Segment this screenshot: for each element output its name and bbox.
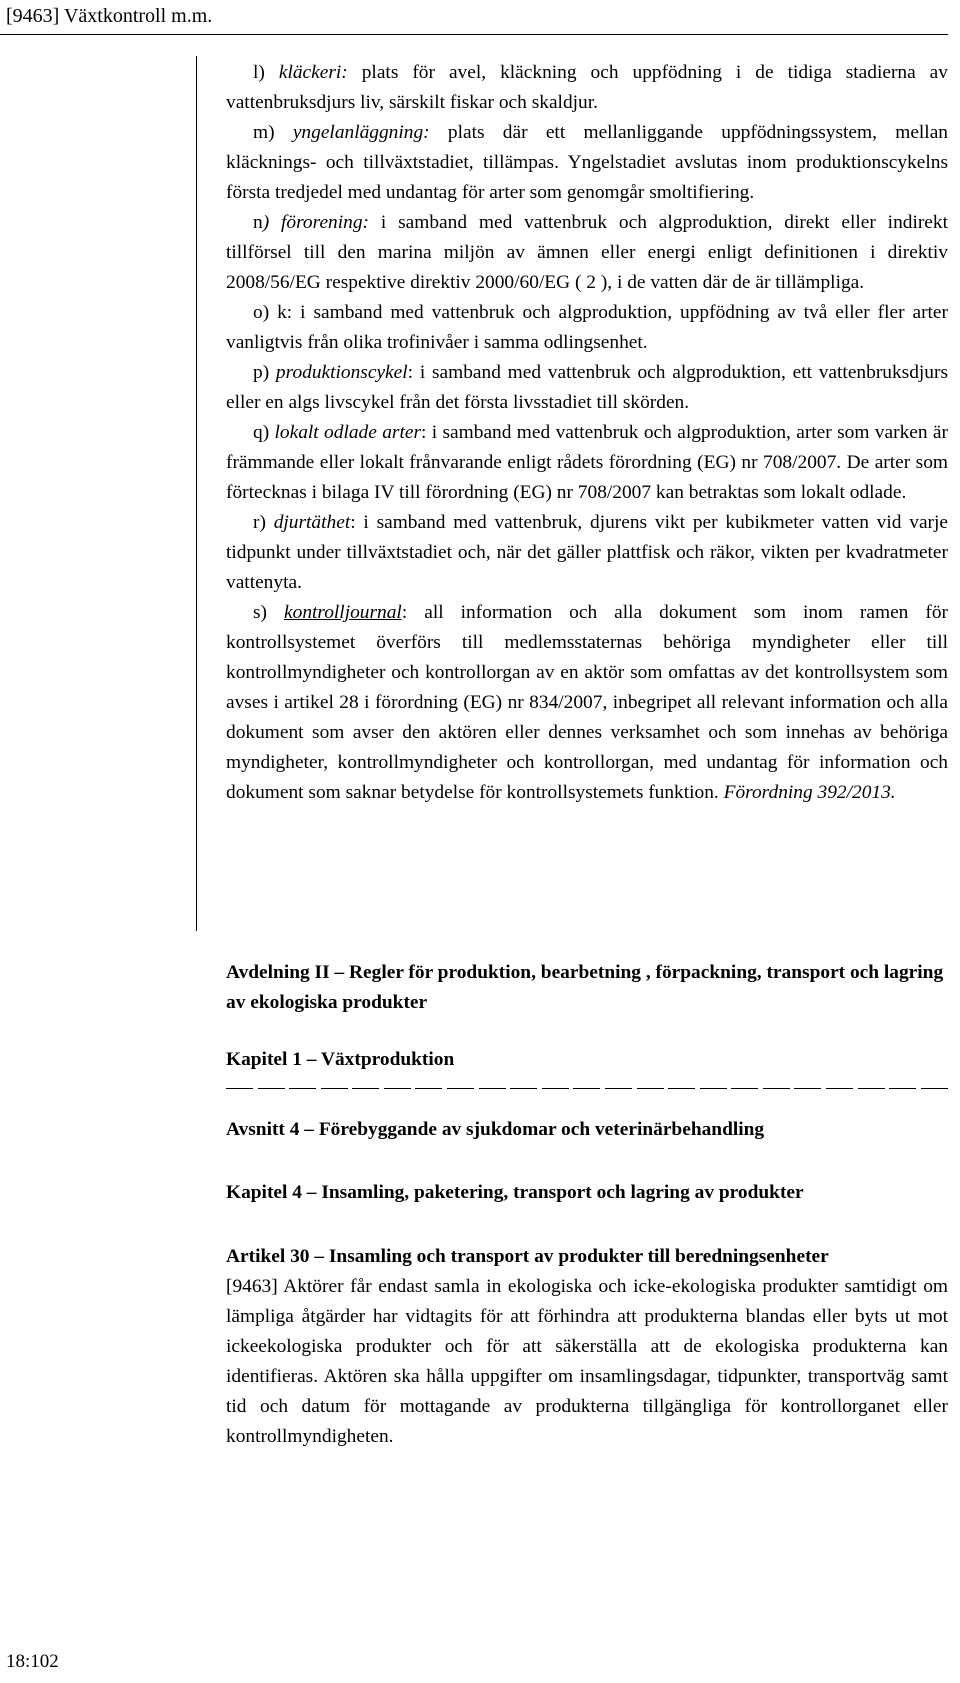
dash bbox=[731, 1088, 758, 1089]
dash bbox=[794, 1088, 821, 1089]
dash bbox=[258, 1088, 285, 1089]
definition-text: : i samband med vattenbruk och algproduktion, arter som varken är främmande eller lokalt frånvarande enligt rådets förordning (EG) nr 708/2007. De arter som förtecknas i bilaga IV till förordning (EG) nr 708/2007 kan betraktas som lokalt odlade. bbox=[226, 422, 948, 503]
definition-term: djurtäthet bbox=[273, 512, 351, 533]
dash bbox=[384, 1088, 411, 1089]
artikel30-heading: Artikel 30 – Insamling och transport av produkter till beredningsenheter bbox=[226, 1246, 829, 1267]
definition-label: s) bbox=[253, 602, 285, 623]
omission-dashes bbox=[226, 1078, 948, 1100]
dash bbox=[668, 1088, 695, 1089]
definition-term: ) förorening: bbox=[262, 212, 369, 233]
definition-term: produktionscykel bbox=[275, 362, 408, 383]
page-number: 18:102 bbox=[6, 1651, 59, 1672]
dash bbox=[447, 1088, 474, 1089]
avsnitt4-heading: Avsnitt 4 – Förebyggande av sjukdomar och veterinärbehandling bbox=[226, 1119, 765, 1140]
avdelning-heading: Avdelning II – Regler för produktion, bearbetning , förpackning, transport och lagring av ekologiska produkter bbox=[226, 962, 944, 1013]
definition-m bbox=[226, 118, 948, 208]
definition-text: plats där ett mellanliggande uppfödningssystem, mellan kläcknings- och tillväxtstadiet, tillämpas. Yngelstadiet avslutas inom produktionscykelns första tredjedel med undantag för arter som genomgår smoltifiering. bbox=[226, 122, 948, 203]
avdelning-heading-block bbox=[226, 958, 948, 1018]
definition-text: i samband med vattenbruk och algproduktion, uppfödning av två eller fler arter vanligtvis från olika trofinivåer i samma odlingsenhet. bbox=[226, 302, 948, 353]
dash bbox=[826, 1088, 853, 1089]
kapitel1-heading: Kapitel 1 – Växtproduktion bbox=[226, 1049, 455, 1070]
dash bbox=[700, 1088, 727, 1089]
definition-label: n bbox=[253, 212, 263, 233]
change-bar bbox=[196, 56, 197, 931]
definition-term: kontrolljournal bbox=[284, 602, 402, 623]
definition-label: q) bbox=[253, 422, 275, 443]
dash bbox=[858, 1088, 885, 1089]
definition-label: m) bbox=[253, 122, 293, 143]
dash bbox=[415, 1088, 442, 1089]
definition-q bbox=[226, 418, 948, 508]
dash bbox=[573, 1088, 600, 1089]
kapitel4-heading: Kapitel 4 – Insamling, paketering, transport och lagring av produkter bbox=[226, 1182, 804, 1203]
dash bbox=[763, 1088, 790, 1089]
dash bbox=[542, 1088, 569, 1089]
definition-term: kläckeri: bbox=[278, 62, 348, 83]
definition-reference: Förordning 392/2013. bbox=[723, 782, 896, 803]
definition-term: yngelanläggning: bbox=[292, 122, 430, 143]
definition-s bbox=[226, 598, 948, 808]
dash bbox=[510, 1088, 537, 1089]
dash bbox=[637, 1088, 664, 1089]
dash bbox=[889, 1088, 916, 1089]
definitions-list bbox=[226, 58, 948, 808]
page-header bbox=[0, 0, 948, 35]
definition-term: lokalt odlade arter bbox=[274, 422, 421, 443]
definition-r bbox=[226, 508, 948, 598]
definition-text: plats för avel, kläckning och uppfödning i de tidiga stadierna av vattenbruksdjurs liv, särskilt fiskar och skaldjur. bbox=[226, 62, 948, 113]
header-title: [9463] Växtkontroll m.m. bbox=[6, 5, 213, 27]
definition-l bbox=[226, 58, 948, 118]
article-text: [9463] Aktörer får endast samla in ekologiska och icke-ekologiska produkter samtidigt om lämpliga åtgärder har vidtagits för att förhindra att produkterna blandas eller byts ut mot ickeekologiska produkter och för att säkerställa att de ekologiska produkterna kan identifieras. Aktören ska hålla uppgifter om insamlingsdagar, tidpunkter, transportväg samt tid och datum för mottagande av produkterna tillgängliga för kontrollorganet eller kontrollmyndigheten. bbox=[226, 1276, 948, 1447]
artikel30-heading-block bbox=[226, 1242, 948, 1272]
definition-text: : all information och alla dokument som inom ramen för kontrollsystemet överförs till medlemsstaternas behöriga myndigheter eller till kontrollmyndigheter och kontrollorgan av en aktör som omfattas av det kontrollsystem som avses i artikel 28 i förordning (EG) nr 834/2007, inbegripet all relevant information och alla dokument som avser den aktören eller dennes verksamhet och som innehas av behöriga myndigheter, kontrollmyndigheter och kontrollorgan, med undantag för information och dokument som saknar betydelse för kontrollsystemets funktion. bbox=[226, 602, 948, 803]
avsnitt4-heading-block bbox=[226, 1115, 948, 1145]
definition-label: l) bbox=[253, 62, 279, 83]
definition-p bbox=[226, 358, 948, 418]
definition-label: r) bbox=[253, 512, 274, 533]
dash bbox=[479, 1088, 506, 1089]
dash bbox=[921, 1088, 948, 1089]
definition-text: : i samband med vattenbruk och algproduktion, ett vattenbruksdjurs eller en algs livscykel från det första livsstadiet till skörden. bbox=[226, 362, 948, 413]
dash bbox=[321, 1088, 348, 1089]
kapitel4-heading-block bbox=[226, 1178, 948, 1208]
dash bbox=[226, 1088, 253, 1089]
dash bbox=[352, 1088, 379, 1089]
definition-n bbox=[226, 208, 948, 298]
definition-text: : i samband med vattenbruk, djurens vikt per kubikmeter vatten vid varje tidpunkt under tillväxtstadiet och, när det gäller plattfisk och räkor, vikten per kvadratmeter vattenyta. bbox=[226, 512, 949, 593]
definition-o bbox=[226, 298, 948, 358]
dash bbox=[289, 1088, 316, 1089]
definition-label: o) k: bbox=[253, 302, 293, 323]
definition-text: i samband med vattenbruk och algproduktion, direkt eller indirekt tillförsel till den marina miljön av ämnen eller energi enligt definitionen i direktiv 2008/56/EG respektive direktiv 2000/60/EG ( 2 ), i de vatten där de är tillämpliga. bbox=[226, 212, 948, 293]
dash bbox=[605, 1088, 632, 1089]
definition-label: p) bbox=[253, 362, 276, 383]
kapitel1-heading-block bbox=[226, 1045, 948, 1075]
